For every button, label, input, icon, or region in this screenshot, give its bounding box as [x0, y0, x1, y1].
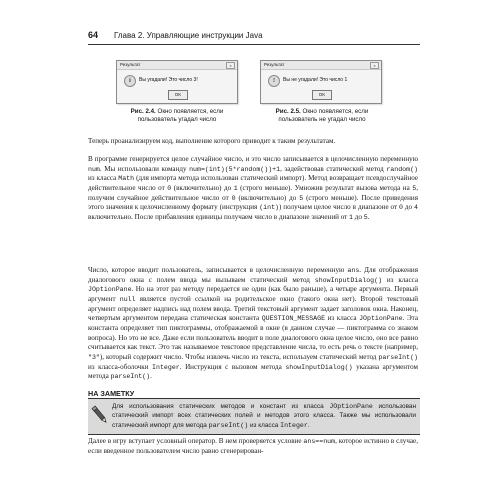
code-term: JOptionPane [359, 315, 403, 323]
code-term: "3" [88, 353, 100, 361]
code-term: ans [347, 267, 360, 274]
code-term: QUESTION_MESSAGE [261, 315, 326, 323]
note-heading: НА ЗАМЕТКУ [88, 389, 135, 398]
code-term: JOptionPane [88, 286, 132, 294]
code-term: parseInt() [110, 373, 151, 381]
code-term: Math [118, 175, 135, 183]
close-icon: × [226, 62, 235, 69]
caption-text: Окно появляется, если пользователь не угадал число [278, 108, 369, 123]
page-number: 64 [88, 30, 99, 40]
code-term: num=(int)(5*random())+1 [189, 165, 281, 173]
code-term: parseInt() [208, 421, 249, 429]
code-term: showInputDialog() [285, 363, 353, 371]
warning-icon: ! [268, 75, 280, 87]
note-text: Для использования статических методов и констант из класса JOptionPane использован статический импорт всех статических полей и методов этого класса. Также мы использовали статический импорт для метода parseInt() из класса Integer. [112, 403, 416, 429]
ok-button: OK [168, 90, 188, 100]
code-term: 0 [231, 194, 236, 202]
code-term: Integer [152, 363, 180, 371]
chapter-title: Глава 2. Управляющие инструкции Java [114, 31, 263, 40]
caption-text: Окно появляется, если пользователь угадал число [137, 108, 224, 123]
paragraph-input: Число, которое вводит пользователь, записывается в целочисленную переменную ans. Для отображения диалогового окна с полем ввода мы вызываем статический метод showInputDialog() из класса JOptionPane. Но на этот раз методу передается не один (как было раньше), а четыре аргумента. Первый аргумент null является пустой ссылкой на родительское окно (такого окна нет). Второй текстовый аргумент определяет надпись над полем ввода. Третий текстовый аргумент задает заголовок окна. Наконец, четвертым аргументом передана статическая константа QUESTION_MESSAGE из класса JOptionPane. Эта константа определяет тип пиктограммы, отображаемой в окне (в данном случае — пиктограмма со знаком вопроса). Но это не все. Даже если пользователь вводит в поле диалогового окна целое число, оно все равно считывается как текст. Это так называемое текстовое представление числа, то есть речь о тексте (например, "3"), который содержит число. Чтобы извлечь число из текста, используем статический метод parseInt() из класса-оболочки Integer. Инструкция с вызовом метода showInputDialog() указана аргументом метода parseInt(). [88, 266, 419, 381]
code-term: parseInt() [378, 353, 418, 361]
paragraph-condition: Далее в игру вступает условный оператор. В нем проверяется условие ans==num, которое истинно в случае, если введенное пользователем число равно сгенерирован- [88, 437, 418, 455]
code-term: 1 [349, 213, 353, 221]
code-term: (int) [259, 204, 279, 212]
note-box [88, 398, 420, 435]
caption-label: Рис. 2.5. [275, 108, 301, 115]
code-term: showInputDialog() [314, 276, 383, 284]
paragraph-intro: Теперь проанализируем код, выполнение которого приводит к таким результатам. [88, 137, 336, 145]
code-term: 5 [363, 213, 368, 221]
code-term: Integer [280, 421, 308, 429]
dialog-title: Результат [264, 62, 285, 67]
code-term: 5 [412, 184, 417, 192]
figure-dialog-wrong [260, 60, 382, 104]
code-term: 5 [299, 194, 304, 202]
figure-caption [118, 108, 236, 124]
pencil-icon [91, 403, 109, 427]
ok-button: OK [312, 90, 332, 100]
dialog-titlebar [261, 61, 381, 70]
dialog-title: Результат [120, 62, 141, 67]
paragraph-random: В программе генерируется целое случайное число, и это число записывается в целочисленную переменную num. Мы использовали команду num=(int)(5*random())+1, задействовав статический метод random() из класса Math (для импорта метода использован статический импорт). Метод возвращает псевдослучайное действительное число от 0 (включительно) до 1 (строго меньше). Умножив результат вызова метода на 5, получим случайное действительное число от 0 (включительно) до 5 (строго меньше). После приведения этого значения к целочисленному формату (инструкция (int)) получаем целое число в диапазоне от 0 до 4 включительно. После прибавления единицы получаем число в диапазоне значений от 1 до 5. [88, 155, 419, 221]
code-term: random() [386, 165, 418, 173]
code-term: JOptionPane [329, 403, 373, 410]
info-icon: i [124, 75, 136, 87]
dialog-message: Вы угадали! Это число 3! [139, 77, 198, 83]
running-header [88, 30, 420, 45]
code-term: 1 [233, 184, 238, 192]
code-term: 4 [414, 204, 418, 212]
dialog-message: Вы не угадали! Это число 1 [283, 77, 348, 83]
code-term: num [88, 165, 100, 173]
code-term: 0 [167, 184, 172, 192]
figure-caption [258, 108, 386, 124]
code-term: ans==num [303, 438, 336, 445]
code-term: null [119, 295, 136, 303]
close-icon: × [370, 62, 379, 69]
figure-dialog-correct [116, 60, 238, 104]
caption-label: Рис. 2.4. [130, 108, 156, 115]
dialog-titlebar [117, 61, 237, 70]
code-term: 0 [399, 204, 403, 212]
